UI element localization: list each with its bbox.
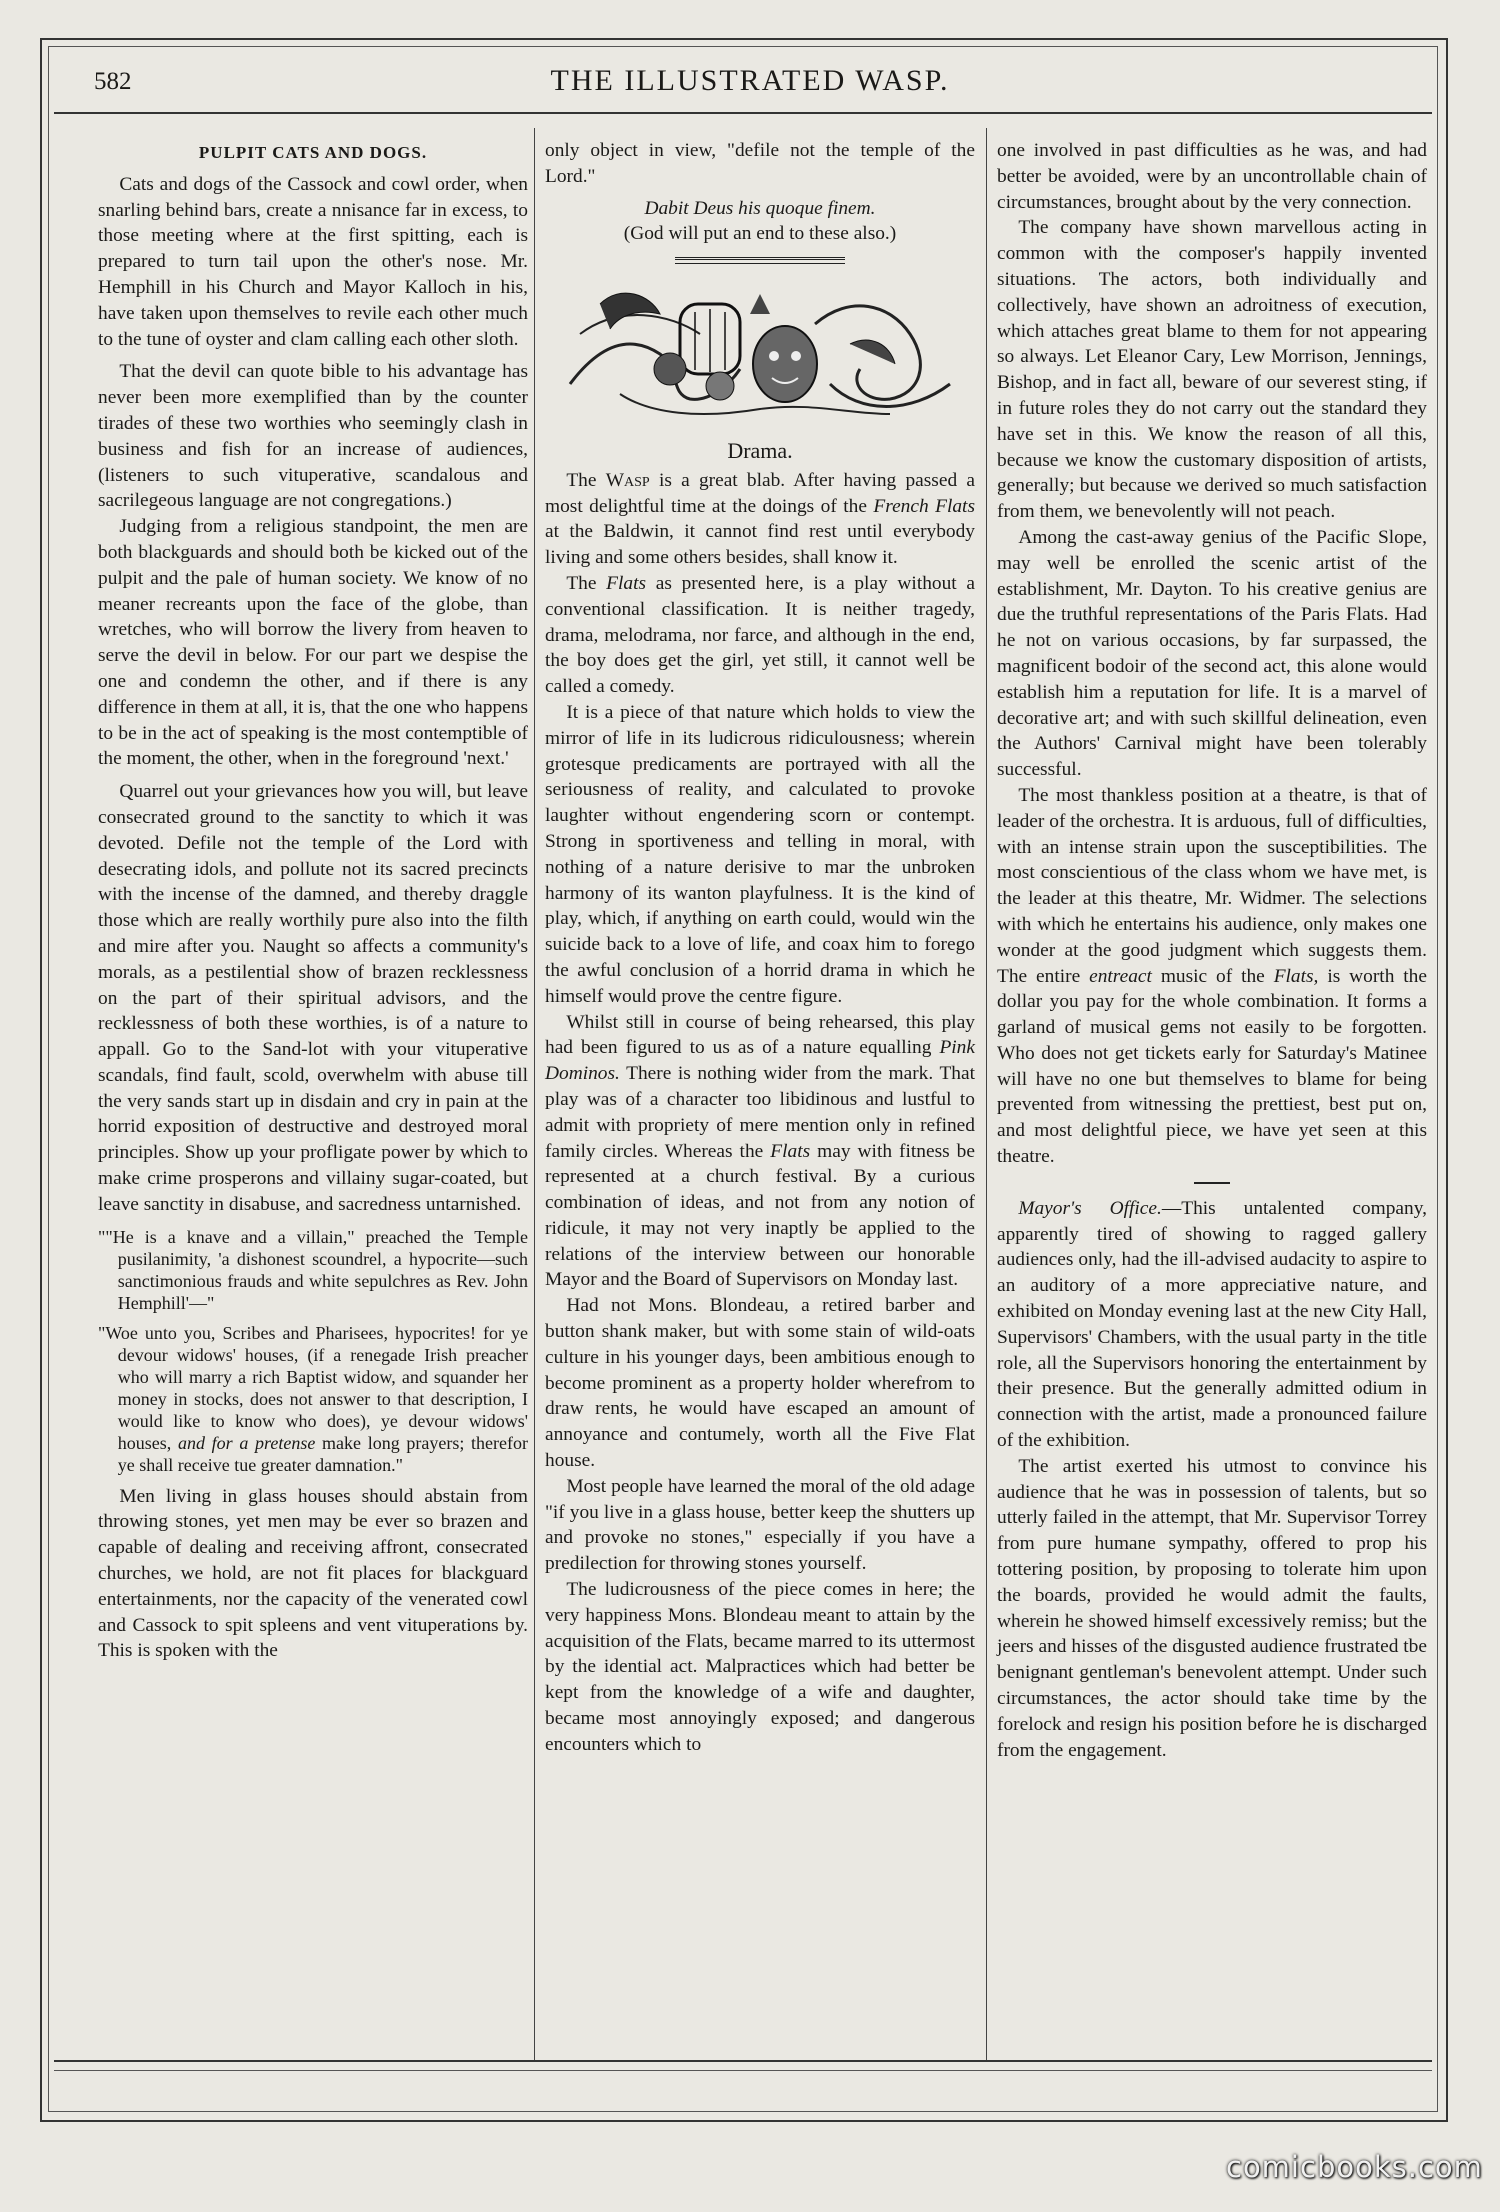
text-italic: entreact <box>1089 965 1152 987</box>
column-divider-1 <box>534 128 535 2060</box>
text: The <box>566 572 597 594</box>
footer-rule <box>54 2060 1432 2062</box>
paragraph <box>545 571 975 700</box>
footer-rule-thin <box>54 2070 1432 2071</box>
paragraph: The company have shown marvellous acting in common with the composer's happily invented situations. The actors, both individually and collectively, have shown an adroitness of execution, which attaches great blame to them for not appearing so always. Let Eleanor Cary, Lew Morrison, Jennings, Bishop, and in fact all, beware of our severest sting, if in future roles they do not carry out the standard they have set in this. We know the reason of all this, because we know the customary disposition of artists, generally; but because we derived so much satisfaction from them, we benevolently will not peach. <box>997 217 1427 523</box>
quote-italic: and for a pretense <box>177 1432 316 1453</box>
paragraph <box>997 783 1427 1170</box>
text: The most thankless position at a theatre, is that of leader of the orchestra. It is arduous, full of difficulties, with an intense strain upon the susceptibilities. The most conscientious of the class whom we have met, is the leader at this theatre, Mr. Widmer. The selections with which he entertains his audience, only makes one wonder at the good judgment which suggests them. The entire <box>997 784 1427 987</box>
section-lead-mayors-office: Mayor's Office. <box>1018 1197 1162 1219</box>
paragraph-continued: only object in view, "defile not the temple of the Lord." <box>545 140 975 187</box>
article-title-pulpit: PULPIT CATS AND DOGS. <box>198 143 428 162</box>
text: Whilst still in course of being rehearsed, this play had been figured to us as of a nature equalling <box>545 1011 975 1059</box>
text-italic: Pink Dominos. <box>545 1037 975 1085</box>
text: as presented here, is a play without a conventional classification. It is neither tragedy, drama, melodrama, nor farce, and although in the end, the boy does get the girl, yet still, it cannot well be called a comedy. <box>545 572 975 698</box>
ornament-lyre-mask-icon <box>545 274 975 432</box>
paragraph <box>545 468 975 571</box>
paragraph: Cats and dogs of the Cassock and cowl order, when snarling behind bars, create a nnisance far in excess, to those meeting where at the first spitting, each is prepared to turn tail upon the other's nose. Mr. Hemphill in his Church and Mayor Kalloch in his, have taken upon themselves to revile each other much to the tune of oyster and clam calling each other sloth. <box>98 173 528 350</box>
text: may with fitness be represented at a church festival. By a curious combination of ideas, and not from any notion of ridicule, it may not very inaptly be applied to the relations of the interview between our honorable Mayor and the Board of Supervisors on Monday last. <box>545 1140 975 1291</box>
section-rule <box>675 257 845 264</box>
quote-block <box>98 1322 528 1476</box>
column-2 <box>545 138 975 1758</box>
text: is a great blab. After having passed a most delightful time at the doings of the <box>545 469 975 517</box>
text: music of the <box>1160 965 1265 987</box>
watermark: comicbooks.com <box>1226 2150 1483 2184</box>
masthead: THE ILLUSTRATED WASP. <box>550 64 950 97</box>
quote-text: "Woe unto you, Scribes and Pharisees, hypocrites! for ye devour widows' houses, (if a renegade Irish preacher who will marry a rich Baptist widow, and squander her money in stocks, does not answer to that description, I would like to know who does), ye devour widows' houses, <box>98 1322 528 1453</box>
column-divider-2 <box>986 128 987 2060</box>
section-title-drama: Drama. <box>727 437 793 463</box>
paragraph <box>545 1010 975 1294</box>
text: Wasp <box>605 469 650 491</box>
paragraph: Most people have learned the moral of the old adage "if you live in a glass house, better keep the shutters up and provoke no stones," especially if you have a predilection for throwing stones yourself. <box>545 1475 975 1575</box>
paragraph: It is a piece of that nature which holds to view the mirror of life in its ludicrous ridiculousness; wherein grotesque predicaments are portrayed with all the seriousness of reality, and calculated to provoke laughter without engendering scorn or contempt. Strong in sportiveness and telling in moral, with nothing of a nature derisive to mar the unbroken harmony of its wanton playfulness. It is the kind of play, which, if anything on earth could, would win the suicide back to a love of life, and coax him to forego the awful conclusion of a horrid drama in which he himself would prove the centre figure. <box>545 701 975 1007</box>
quote-block: ""He is a knave and a villain," preached the Temple pusilanimity, 'a dishonest scoundrel, a hypocrite—such sanctimonious frauds and white sepulchres as Rev. John Hemphill'—" <box>98 1226 528 1313</box>
quote-text: make long prayers; therefor ye shall receive tue greater damnation." <box>117 1432 529 1475</box>
text: The <box>566 469 597 491</box>
text-italic: French Flats <box>873 495 975 517</box>
paragraph <box>997 1196 1427 1454</box>
paragraph: Judging from a religious standpoint, the men are both blackguards and should both be kicked out of the pulpit and the pale of human society. We know of no meaner recreants upon the face of the globe, than wretches, who will borrow the livery from heaven to serve the devil in below. For our part we despise the one and condemn the other, and if there is any difference in them at all, it is, that the one who happens to be in the act of speaking is the most contemptible of the moment, the other, when in the foreground 'next.' <box>98 516 528 770</box>
text: There is nothing wider from the mark. That play was of a character too libidinous and lustful to admit with propriety of mere mention only in refined family circles. Whereas the <box>545 1063 975 1162</box>
text: —This untalented company, apparently tired of showing to ragged gallery audiences only, had the ill-advised audacity to aspire to an auditory of a more appreciative nature, and exhibited on Monday evening last at the new City Hall, Supervisors' Chambers, with the usual party in the title role, all the Supervisors honoring the entertainment by their presence. But the generally admitted odium in connection with the artist, made a pronounced failure of the exhibition. <box>997 1197 1427 1452</box>
text: is worth the dollar you pay for the whole combination. It forms a garland of musical gems not easily to be forgotten. Who does not get tickets early for Saturday's Matinee will have no one but themselves to blame for being prevented from witnessing the prettiest, best put on, and most delightful piece, we have yet seen at this theatre. <box>997 965 1427 1168</box>
section-rule-short <box>1194 1182 1230 1184</box>
text-italic: Flats, <box>1273 965 1319 987</box>
paragraph: Men living in glass houses should abstain from throwing stones, yet men may be ever so brazen and capable of dealing and receiving affront, consecrated churches, we hold, are not fit places for blackguard entertainments, nor the capacity of the venerated cowl and Cassock to spit spleens and vent vituperations by. This is spoken with the <box>98 1485 528 1662</box>
header-rule <box>54 112 1432 114</box>
paragraph: The ludicrousness of the piece comes in here; the very happiness Mons. Blondeau meant to attain by the acquisition of the Flats, became marred to its uttermost by the idential act. Malpractices which had better be kept from the knowledge of a wife and daughter, became most annoyingly exposed; and dangerous encounters which to <box>545 1579 975 1755</box>
page-number: 582 <box>94 68 132 95</box>
text-italic: Flats <box>606 572 647 594</box>
column-1 <box>98 138 528 1664</box>
paragraph-continued: one involved in past difficulties as he was, and had better be avoided, were by an uncontrollable chain of circumstances, brought about by the very connection. <box>997 140 1427 213</box>
paragraph: Among the cast-away genius of the Pacific Slope, may well be enrolled the scenic artist of the establishment, Mr. Dayton. To his creative genius are due the truthful representations of the Paris Flats. Had he not on various occasions, by far surpassed, the magnificent bodoir of the second act, this alone would establish him a reputation for life. It is a marvel of decorative art; and with such skillful delineation, even the Authors' Carnival might have been tolerably successful. <box>997 526 1427 781</box>
motto-translation: (God will put an end to these also.) <box>623 223 897 245</box>
paragraph: Quarrel out your grievances how you will, but leave consecrated ground to the sanctity to which it was devoted. Defile not the temple of the Lord with desecrating idols, and pollute not its sacred precincts with the incense of the damned, and thereby draggle those which are really worthily pure also into the filth and mire after you. Naught so affects a community's morals, as a pestilential show of brazen recklessness on the part of their spiritual advisors, and the recklessness of both these worthies, is of a nature to appall. Go to the Sand-lot with your vituperative scandals, find fault, scold, overwhelm with abuse till the very sands start up in disdain and cry in pain at the horrid exposition of destructive and destroyed moral principles. Show up your profligate power by which to make crime prosperons and villainy sugar-coated, but leave sanctity in disabuse, and sacredness untarnished. <box>98 781 528 1215</box>
text: at the Baldwin, it cannot find rest until everybody living and some others besides, shall know it. <box>545 521 975 569</box>
text-italic: Flats <box>770 1140 811 1162</box>
paragraph: The artist exerted his utmost to convince his audience that he was in possession of talents, but so utterly failed in the attempt, that Mr. Supervisor Torrey from pure humane sympathy, offered to prop his tottering position, by proposing to tolerate him upon the boards, provided he would admit the faults, wherein he showed himself excessively remiss; but the jeers and hisses of the disgusted audience frustrated tbe benignant gentleman's benevolent attempt. Under such circumstances, the actor should take time by the forelock and resign his position before he is discharged from the engagement. <box>997 1455 1427 1761</box>
column-3 <box>997 138 1427 1763</box>
latin-motto: Dabit Deus his quoque finem. <box>644 197 876 219</box>
paragraph: Had not Mons. Blondeau, a retired barber and button shank maker, but with some stain of wild-oats culture in his younger days, been ambitious enough to become prominent as a property holder wherefrom to draw rents, he would have escaped an amount of annoyance and contumely, worth all the Five Flat house. <box>545 1295 975 1472</box>
paragraph: That the devil can quote bible to his advantage has never been more exemplified than by the counter tirades of these two worthies who seemingly clash in business and fish for an increase of audiences, (listeners to such vituperative, scandalous and sacrilegeous language are not congregations.) <box>98 361 528 512</box>
